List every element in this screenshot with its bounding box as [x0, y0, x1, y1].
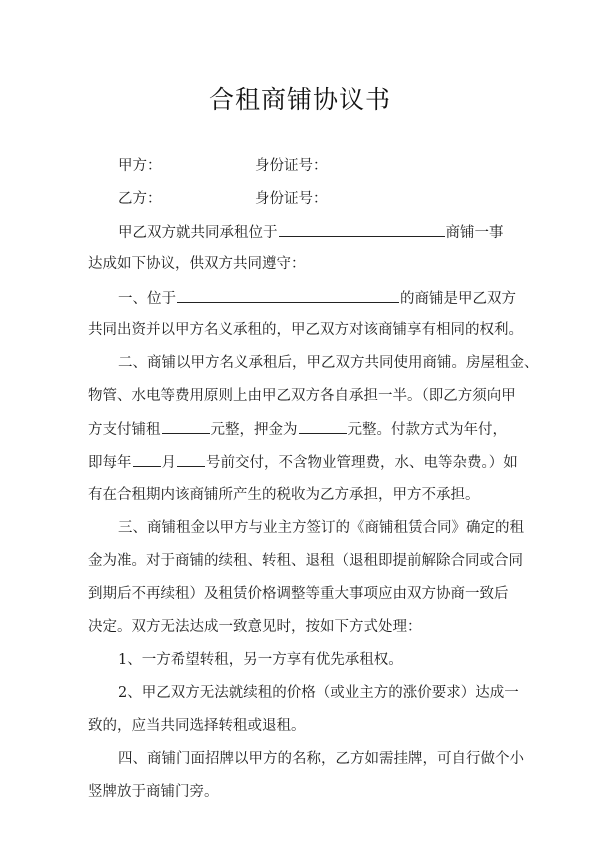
clause3-line-3: 到期后不再续租）及租赁价格调整等重大事项应由双方协商一致后 [88, 586, 509, 602]
clause3-item1: 1、一方希望转租，另一方享有优先承租权。 [118, 652, 403, 668]
intro-text-b: 商铺一事 [445, 225, 504, 241]
day-blank [177, 452, 205, 467]
intro-text-a: 甲乙双方就共同承租位于 [118, 225, 278, 241]
clause1-line-2: 共同出资并以甲方名义承租的，甲乙双方对该商铺享有相同的权利。 [88, 322, 523, 338]
rent-amount-blank [162, 419, 210, 434]
clause1-line-1 [118, 288, 516, 309]
clause1-text-a: 一、位于 [118, 291, 176, 307]
clause2-deposit-label: 元整，押金为 [210, 422, 298, 438]
clause2-month-label: 月 [161, 455, 176, 471]
clause3-item2-line-2: 致的，应当共同选择转租或退租。 [88, 718, 306, 734]
clause3-item2-line-1: 2、甲乙双方无法就续租的价格（或业主方的涨价要求）达成一 [118, 685, 519, 701]
intro-line-1 [118, 222, 504, 243]
shop-location-blank [177, 288, 399, 303]
clause3-line-1: 三、商铺租金以甲方与业主方签订的《商铺租赁合同》确定的租 [118, 520, 524, 536]
clause4-line-2: 竖牌放于商铺门旁。 [88, 784, 219, 800]
party-b-label: 乙方： [118, 191, 162, 207]
party-a-id-label: 身份证号： [255, 158, 328, 174]
clause3-line-4: 决定。双方无法达成一致意见时，按如下方式处理： [88, 619, 422, 635]
clause2-line-3 [88, 419, 507, 440]
party-b-id-label: 身份证号： [255, 191, 328, 207]
clause4-line-1: 四、商铺门面招牌以甲方的名称，乙方如需挂牌，可自行做个小 [118, 751, 524, 767]
clause2-line-1: 二、商铺以甲方名义承租后，甲乙双方共同使用商铺。房屋租金、 [118, 355, 539, 371]
party-b-row [118, 189, 328, 209]
intro-line-2: 达成如下协议，供双方共同遵守： [88, 256, 306, 272]
clause1-text-b: 的商铺是甲乙双方 [400, 291, 516, 307]
party-a-row [118, 156, 328, 176]
clause2-due-text: 号前交付，不含物业管理费，水、电等杂费。）如 [206, 455, 518, 471]
deposit-amount-blank [299, 419, 347, 434]
clause2-line-5: 有在合租期内该商铺所产生的税收为乙方承担，甲方不承担。 [88, 487, 480, 503]
location-blank [279, 222, 445, 237]
clause2-line-2: 物管、水电等费用原则上由甲乙双方各自承担一半。（即乙方须向甲 [88, 388, 516, 404]
clause3-line-2: 金为准。对于商铺的续租、转租、退租（退租即提前解除合同或合同 [88, 553, 523, 569]
clause2-rent-label: 方支付铺租 [88, 422, 161, 438]
document-title: 合租商铺协议书 [208, 85, 391, 114]
clause2-year-label: 即每年 [88, 455, 132, 471]
clause2-line-4 [88, 452, 518, 473]
clause2-payment-text: 元整。付款方式为年付， [347, 422, 507, 438]
party-a-label: 甲方： [118, 158, 162, 174]
month-blank [133, 452, 161, 467]
